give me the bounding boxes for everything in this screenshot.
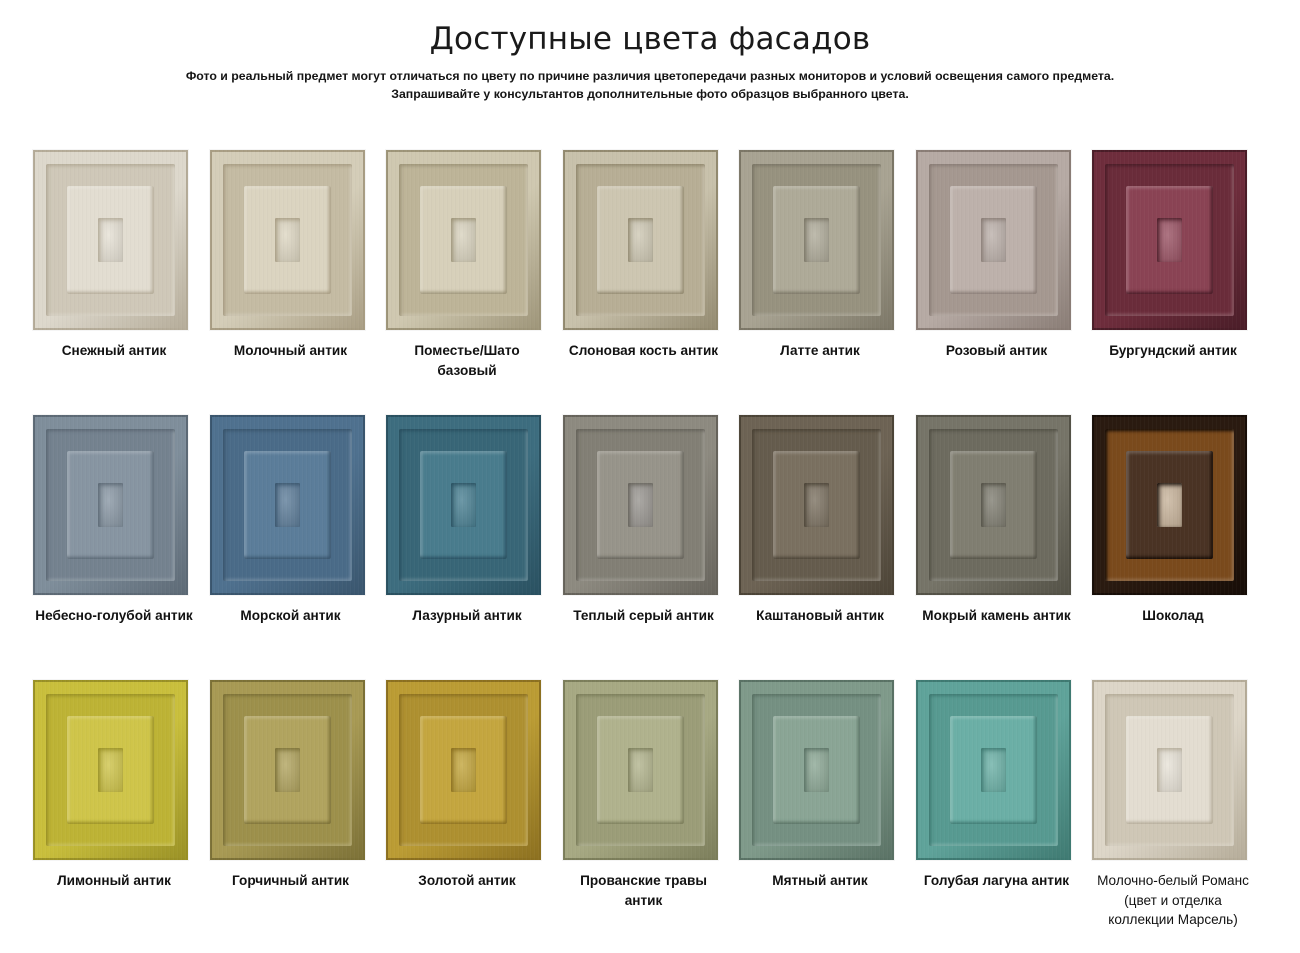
swatch-label: Латте антик	[780, 343, 860, 358]
cabinet-door-swatch[interactable]	[1092, 680, 1247, 860]
panel-frame	[386, 415, 541, 595]
cabinet-door-swatch[interactable]	[916, 415, 1071, 595]
swatch-label: Розовый антик	[945, 343, 1048, 358]
panel-frame	[33, 680, 188, 860]
swatch-cell[interactable]	[386, 680, 563, 945]
cabinet-door-swatch[interactable]	[739, 680, 894, 860]
panel-frame	[563, 150, 718, 330]
panel-bevel-inner	[244, 451, 331, 559]
swatch-cell[interactable]	[210, 680, 387, 945]
cabinet-door-swatch[interactable]	[386, 680, 541, 860]
page-title: Доступные цвета фасадов	[429, 21, 871, 57]
panel-bevel-outer	[223, 694, 352, 846]
panel-face	[98, 748, 123, 792]
panel-bevel-outer	[399, 694, 528, 846]
panel-bevel-outer	[223, 164, 352, 316]
cabinet-door-swatch[interactable]	[33, 415, 188, 595]
panel-bevel-inner	[950, 186, 1037, 294]
swatch-label: Морской антик	[240, 608, 341, 623]
panel-bevel-outer	[752, 694, 881, 846]
panel-face	[275, 483, 300, 527]
panel-frame	[33, 150, 188, 330]
panel-frame	[739, 415, 894, 595]
panel-bevel-inner	[67, 186, 154, 294]
panel-bevel-outer	[929, 694, 1058, 846]
cabinet-door-swatch[interactable]	[210, 415, 365, 595]
panel-face	[804, 483, 829, 527]
panel-bevel-inner	[67, 451, 154, 559]
panel-face	[451, 483, 476, 527]
swatch-label: Поместье/Шато базовый	[414, 343, 520, 378]
cabinet-door-swatch[interactable]	[916, 680, 1071, 860]
panel-bevel-outer	[576, 429, 705, 581]
swatch-label: Молочно-белый Романс (цвет и отделка коллекции Марсель)	[1097, 873, 1249, 928]
swatch-label: Мятный антик	[772, 873, 868, 888]
swatch-label: Слоновая кость антик	[568, 343, 719, 358]
swatch-cell[interactable]	[33, 680, 210, 945]
swatch-cell[interactable]	[1092, 415, 1269, 680]
swatch-cell[interactable]	[563, 680, 740, 945]
panel-frame	[1092, 415, 1247, 595]
swatch-label: Лазурный антик	[412, 608, 522, 623]
color-palette-page	[0, 22, 1300, 953]
swatch-cell[interactable]	[1092, 680, 1269, 945]
panel-bevel-inner	[1126, 186, 1213, 294]
panel-bevel-outer	[46, 694, 175, 846]
panel-face	[451, 748, 476, 792]
panel-frame	[739, 680, 894, 860]
cabinet-door-swatch[interactable]	[1092, 150, 1247, 330]
cabinet-door-swatch[interactable]	[563, 680, 718, 860]
panel-bevel-outer	[929, 429, 1058, 581]
panel-bevel-inner	[244, 716, 331, 824]
panel-bevel-inner	[597, 716, 684, 824]
panel-face	[1157, 218, 1182, 262]
swatch-cell[interactable]	[739, 150, 916, 415]
cabinet-door-swatch[interactable]	[739, 415, 894, 595]
panel-bevel-inner	[244, 186, 331, 294]
panel-face	[275, 748, 300, 792]
cabinet-door-swatch[interactable]	[386, 150, 541, 330]
panel-bevel-outer	[1105, 429, 1234, 581]
swatch-label: Снежный антик	[61, 343, 167, 358]
panel-bevel-inner	[950, 716, 1037, 824]
cabinet-door-swatch[interactable]	[210, 150, 365, 330]
disclaimer-line-1: Фото и реальный предмет могут отличаться по цвету по причине различия цветопередачи разных мониторов и условий освещения самого предмета.	[185, 69, 1115, 84]
panel-bevel-inner	[420, 186, 507, 294]
panel-frame	[210, 150, 365, 330]
disclaimer	[90, 68, 1210, 103]
panel-face	[451, 218, 476, 262]
cabinet-door-swatch[interactable]	[210, 680, 365, 860]
cabinet-door-swatch[interactable]	[386, 415, 541, 595]
panel-bevel-outer	[223, 429, 352, 581]
swatch-cell[interactable]	[386, 150, 563, 415]
panel-bevel-outer	[399, 164, 528, 316]
swatch-cell[interactable]	[386, 415, 563, 680]
panel-bevel-inner	[773, 186, 860, 294]
panel-face	[981, 218, 1006, 262]
swatch-cell[interactable]	[563, 150, 740, 415]
swatch-label: Молочный антик	[233, 343, 348, 358]
panel-bevel-outer	[929, 164, 1058, 316]
swatch-grid	[33, 150, 1273, 945]
swatch-label: Бургундский антик	[1109, 343, 1237, 358]
panel-bevel-outer	[1105, 694, 1234, 846]
panel-face	[98, 218, 123, 262]
panel-bevel-outer	[752, 429, 881, 581]
panel-bevel-inner	[420, 451, 507, 559]
panel-bevel-outer	[752, 164, 881, 316]
panel-bevel-outer	[46, 164, 175, 316]
swatch-cell[interactable]	[916, 680, 1093, 945]
panel-bevel-outer	[576, 164, 705, 316]
swatch-label: Золотой антик	[418, 873, 516, 888]
panel-frame	[739, 150, 894, 330]
swatch-cell[interactable]	[739, 415, 916, 680]
panel-bevel-outer	[399, 429, 528, 581]
panel-bevel-outer	[46, 429, 175, 581]
panel-bevel-inner	[950, 451, 1037, 559]
cabinet-door-swatch[interactable]	[563, 150, 718, 330]
panel-face	[275, 218, 300, 262]
panel-bevel-inner	[420, 716, 507, 824]
panel-bevel-outer	[576, 694, 705, 846]
swatch-cell[interactable]	[210, 415, 387, 680]
panel-frame	[386, 150, 541, 330]
panel-face	[804, 218, 829, 262]
panel-face	[628, 483, 653, 527]
cabinet-door-swatch[interactable]	[739, 150, 894, 330]
panel-face	[628, 218, 653, 262]
cabinet-door-swatch[interactable]	[916, 150, 1071, 330]
cabinet-door-swatch[interactable]	[563, 415, 718, 595]
panel-frame	[563, 680, 718, 860]
swatch-label: Прованские травы антик	[580, 873, 707, 908]
disclaimer-line-2: Запрашивайте у консультантов дополнительные фото образцов выбранного цвета.	[391, 86, 909, 101]
panel-frame	[210, 415, 365, 595]
panel-face	[98, 483, 123, 527]
panel-frame	[916, 680, 1071, 860]
panel-bevel-inner	[773, 716, 860, 824]
panel-face	[628, 748, 653, 792]
panel-frame	[1092, 150, 1247, 330]
swatch-label: Шоколад	[1142, 608, 1204, 623]
panel-bevel-inner	[1126, 451, 1213, 559]
panel-bevel-inner	[1126, 716, 1213, 824]
panel-face	[1157, 483, 1182, 527]
swatch-label: Теплый серый антик	[573, 608, 714, 623]
swatch-label: Горчичный антик	[232, 873, 349, 888]
panel-bevel-inner	[67, 716, 154, 824]
swatch-cell[interactable]	[916, 415, 1093, 680]
swatch-cell[interactable]	[563, 415, 740, 680]
panel-bevel-inner	[597, 186, 684, 294]
swatch-cell[interactable]	[739, 680, 916, 945]
panel-frame	[33, 415, 188, 595]
panel-bevel-inner	[773, 451, 860, 559]
swatch-label: Голубая лагуна антик	[923, 873, 1070, 888]
swatch-label: Каштановый антик	[756, 608, 884, 623]
panel-bevel-outer	[1105, 164, 1234, 316]
cabinet-door-swatch[interactable]	[1092, 415, 1247, 595]
swatch-cell[interactable]	[916, 150, 1093, 415]
panel-frame	[386, 680, 541, 860]
swatch-cell[interactable]	[33, 415, 210, 680]
cabinet-door-swatch[interactable]	[33, 680, 188, 860]
swatch-label: Мокрый камень антик	[922, 608, 1071, 623]
panel-frame	[916, 415, 1071, 595]
panel-frame	[210, 680, 365, 860]
panel-frame	[916, 150, 1071, 330]
panel-face	[981, 748, 1006, 792]
cabinet-door-swatch[interactable]	[33, 150, 188, 330]
panel-face	[981, 483, 1006, 527]
swatch-cell[interactable]	[33, 150, 210, 415]
panel-face	[804, 748, 829, 792]
swatch-cell[interactable]	[210, 150, 387, 415]
panel-bevel-inner	[597, 451, 684, 559]
swatch-label: Лимонный антик	[57, 873, 171, 888]
panel-frame	[1092, 680, 1247, 860]
panel-face	[1157, 748, 1182, 792]
panel-frame	[563, 415, 718, 595]
swatch-cell[interactable]	[1092, 150, 1269, 415]
swatch-label: Небесно-голубой антик	[35, 608, 193, 623]
